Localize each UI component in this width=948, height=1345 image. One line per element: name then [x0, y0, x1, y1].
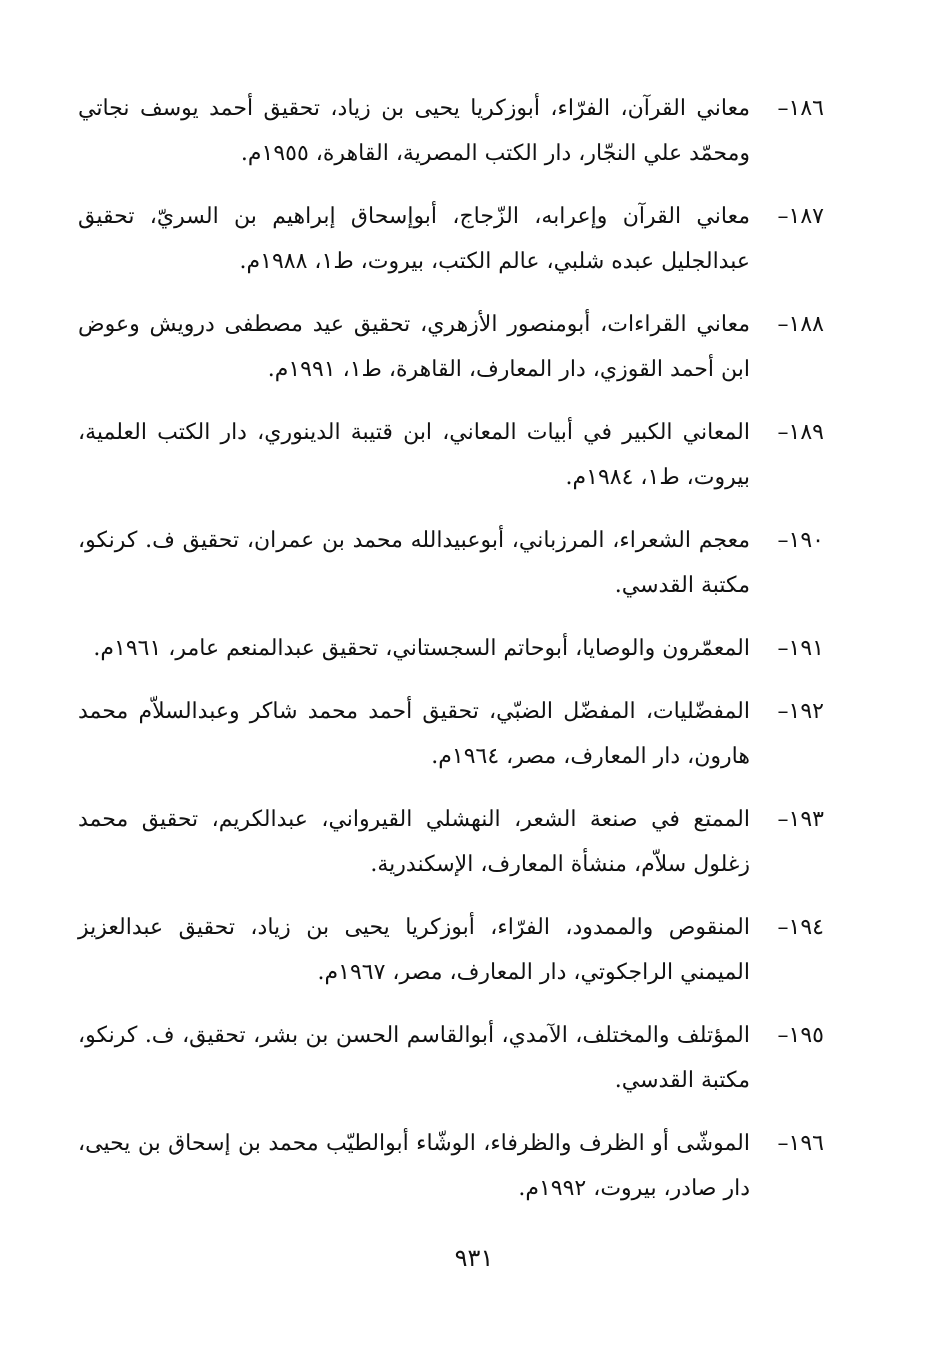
entry-text: المعمّرون والوصايا، أبوحاتم السجستاني، تحقيق عبدالمنعم عامر، ١٩٦١م.: [93, 636, 750, 661]
entry-number: ١٩٣–: [777, 807, 824, 832]
bibliography-entry: [78, 518, 824, 608]
entry-number: ١٩١–: [777, 636, 824, 661]
entry-number: ١٨٦–: [777, 96, 824, 121]
entry-number: ١٨٨–: [777, 312, 824, 337]
entry-text: المفضّليات، المفضّل الضبّي، تحقيق أحمد محمد شاكر وعبدالسلاّم محمد هارون، دار المعارف، مصر، ١٩٦٤م.: [78, 699, 750, 769]
entry-text: الممتع في صنعة الشعر، النهشلي القيرواني، عبدالكريم، تحقيق محمد زغلول سلاّم، منشأة المعارف، الإسكندرية.: [78, 807, 750, 877]
entry-text: المنقوص والممدود، الفرّاء، أبوزكريا يحيى بن زياد، تحقيق عبدالعزيز الميمني الراجكوتي، دار المعارف، مصر، ١٩٦٧م.: [78, 915, 750, 985]
bibliography-entry: [78, 689, 824, 779]
bibliography-entry: [78, 410, 824, 500]
entry-number: ١٩٠–: [777, 528, 824, 553]
bibliography-entry: [78, 626, 824, 671]
bibliography-entry: [78, 302, 824, 392]
bibliography-entry: [78, 194, 824, 284]
entry-text: معاني القرآن، الفرّاء، أبوزكريا يحيى بن زياد، تحقيق أحمد يوسف نجاتي ومحمّد علي النجّار، دار الكتب المصرية، القاهرة، ١٩٥٥م.: [78, 96, 750, 166]
entry-number: ١٨٧–: [777, 204, 824, 229]
entry-text: معاني القرآن وإعرابه، الزّجاج، أبوإسحاق إبراهيم بن السريّ، تحقيق عبدالجليل عبده شلبي، عالم الكتب، بيروت، ط١، ١٩٨٨م.: [78, 204, 750, 274]
bibliography-entry: [78, 905, 824, 995]
entry-text: المعاني الكبير في أبيات المعاني، ابن قتيبة الدينوري، دار الكتب العلمية، بيروت، ط١، ١٩٨٤م.: [78, 420, 750, 490]
entry-number: ١٨٩–: [777, 420, 824, 445]
bibliography-entry: [78, 797, 824, 887]
entry-text: الموشّى أو الظرف والظرفاء، الوشّاء أبوالطيّب محمد بن إسحاق بن يحيى، دار صادر، بيروت، ١٩٩٢م.: [78, 1131, 750, 1201]
bibliography-list: [78, 86, 824, 1229]
page-number: ٩٣١: [454, 1244, 494, 1272]
entry-text: معاني القراءات، أبومنصور الأزهري، تحقيق عيد مصطفى درويش وعوض ابن أحمد القوزي، دار المعارف، القاهرة، ط١، ١٩٩١م.: [78, 312, 750, 382]
bibliography-entry: [78, 1013, 824, 1103]
bibliography-entry: [78, 86, 824, 176]
entry-text: المؤتلف والمختلف، الآمدي، أبوالقاسم الحسن بن بشر، تحقيق، ف. كرنكو، مكتبة القدسي.: [78, 1023, 750, 1093]
entry-number: ١٩٤–: [777, 915, 824, 940]
entry-text: معجم الشعراء، المرزباني، أبوعبيدالله محمد بن عمران، تحقيق ف. كرنكو، مكتبة القدسي.: [78, 528, 750, 598]
entry-number: ١٩٥–: [777, 1023, 824, 1048]
entry-number: ١٩٢–: [777, 699, 824, 724]
entry-number: ١٩٦–: [777, 1131, 824, 1156]
bibliography-entry: [78, 1121, 824, 1211]
